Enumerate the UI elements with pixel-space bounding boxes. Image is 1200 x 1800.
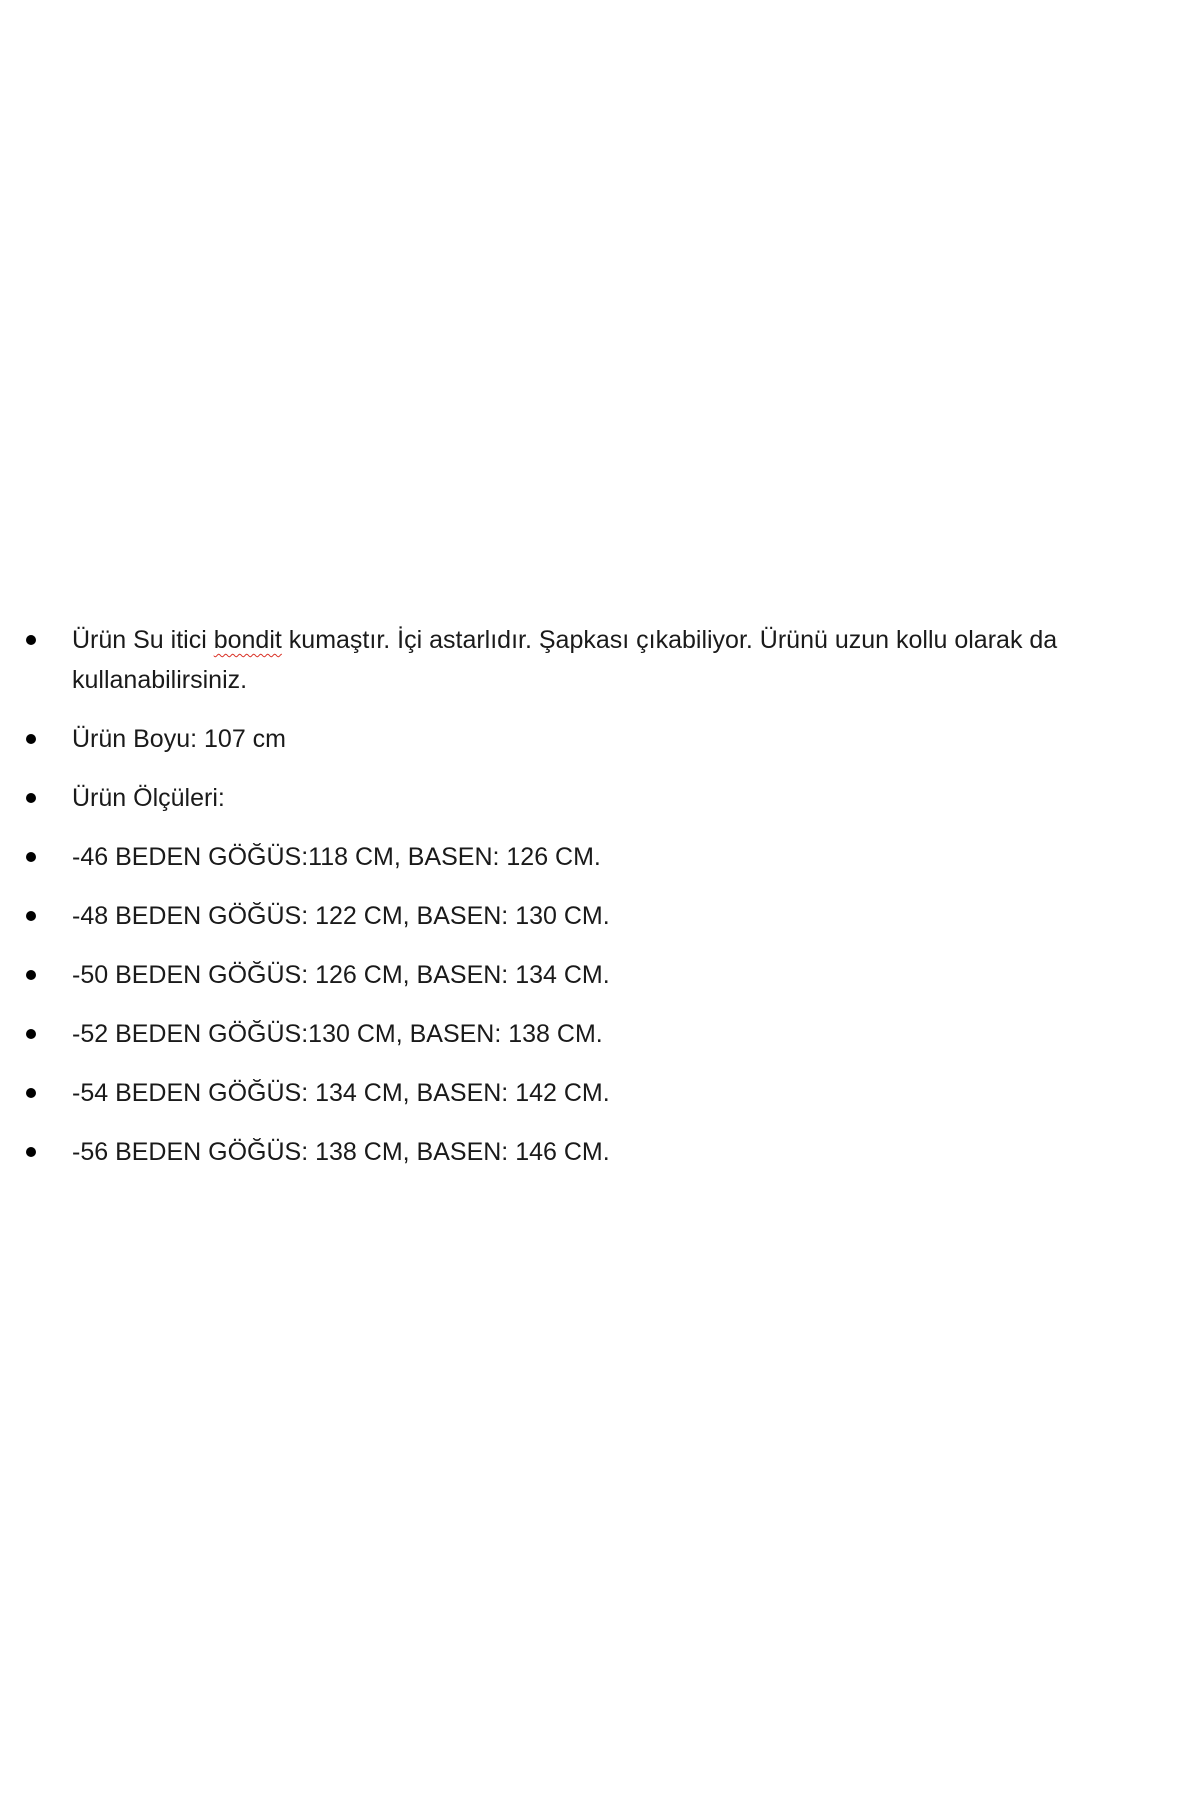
bullet-icon (26, 1147, 36, 1157)
bullet-icon (26, 734, 36, 744)
list-item-text: -52 BEDEN GÖĞÜS:130 CM, BASEN: 138 CM. (72, 1020, 603, 1048)
list-item-text: -46 BEDEN GÖĞÜS:118 CM, BASEN: 126 CM. (72, 843, 601, 871)
bullet-icon (26, 635, 36, 645)
list-item-size-46 (0, 837, 1200, 877)
list-item-description (0, 620, 1200, 700)
list-item-text: -50 BEDEN GÖĞÜS: 126 CM, BASEN: 134 CM. (72, 961, 610, 989)
bullet-icon (26, 1029, 36, 1039)
list-item-size-54 (0, 1073, 1200, 1113)
list-item-size-48 (0, 896, 1200, 936)
description-text-start: Ürün Su itici (72, 626, 214, 654)
list-item-measurements-heading (0, 778, 1200, 818)
bullet-icon (26, 793, 36, 803)
list-item-length (0, 719, 1200, 759)
list-item-text: -48 BEDEN GÖĞÜS: 122 CM, BASEN: 130 CM. (72, 902, 610, 930)
list-item-size-52 (0, 1014, 1200, 1054)
bullet-icon (26, 852, 36, 862)
spellcheck-flagged-word[interactable]: bondit (213, 626, 282, 654)
list-item-text: -56 BEDEN GÖĞÜS: 138 CM, BASEN: 146 CM. (72, 1138, 610, 1166)
bullet-icon (26, 1088, 36, 1098)
list-item-text: -54 BEDEN GÖĞÜS: 134 CM, BASEN: 142 CM. (72, 1079, 610, 1107)
bullet-icon (26, 970, 36, 980)
list-item-size-50 (0, 955, 1200, 995)
list-item-text: Ürün Ölçüleri: (72, 784, 225, 812)
bullet-icon (26, 911, 36, 921)
list-item-text: Ürün Boyu: 107 cm (72, 725, 286, 753)
description-text-end: kumaştır. İçi astarlıdır. Şapkası çıkabiliyor. Ürünü uzun kollu olarak da kullanabilirsiniz. (72, 626, 1058, 694)
product-details-list (0, 620, 1200, 1191)
list-item-size-56 (0, 1132, 1200, 1172)
